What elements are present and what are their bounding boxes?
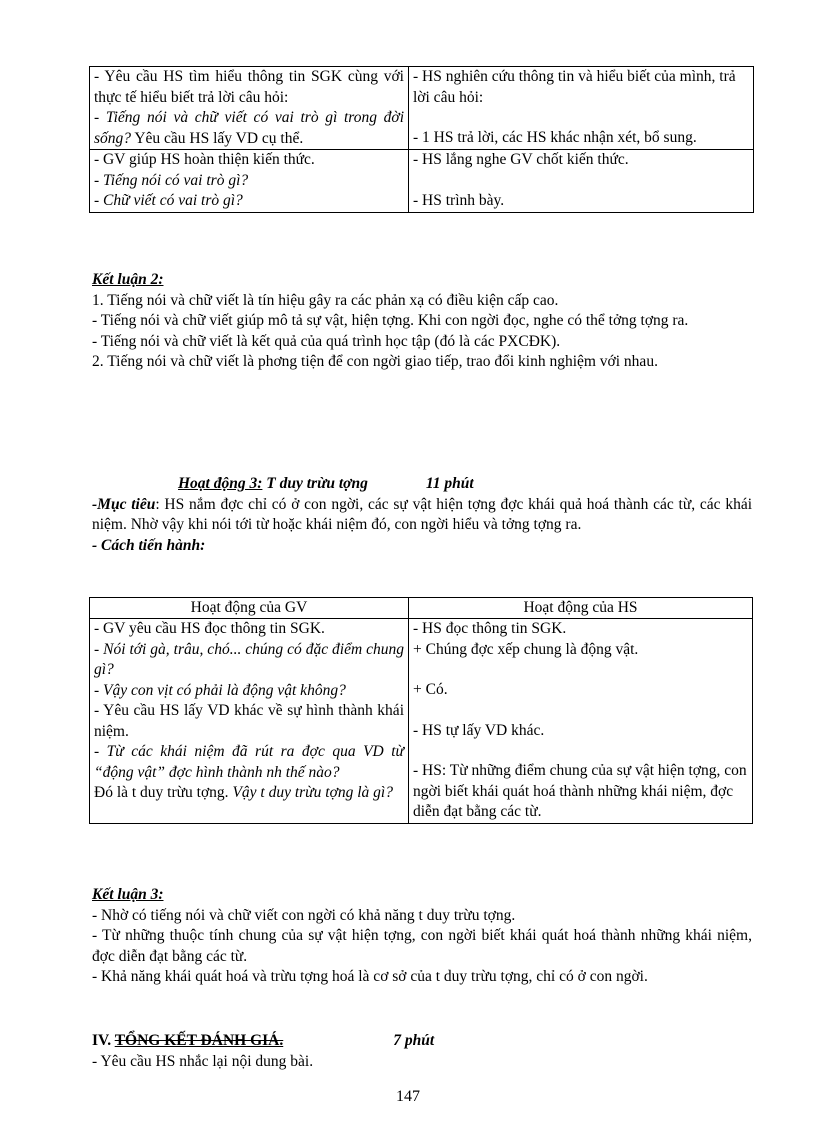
- header-teacher: Hoạt động của GV: [90, 598, 409, 619]
- table-row: [90, 67, 754, 150]
- cell-line: - HS: Từ những điểm chung của sự vật hiện tợng, con ngời biết khái quát hoá thành những khái niệm, đợc diễn đạt bằng các từ.: [413, 762, 747, 820]
- activity-title: Hoạt động 3:: [178, 475, 263, 492]
- conclusion-heading: Kết luận 2:: [92, 271, 164, 288]
- conclusion-line: - Từ những thuộc tính chung của sự vật hiện tợng, con ngời biết khái quát hoá thành những khái niệm, đợc diễn đạt bằng các từ.: [92, 927, 752, 965]
- cell-line: - HS lắng nghe GV chốt kiến thức.: [413, 151, 629, 168]
- activity-title-line: [92, 474, 752, 495]
- conclusion-2: [92, 270, 752, 373]
- teacher-cell: [90, 619, 409, 824]
- cell-line: [94, 783, 404, 804]
- cell-line: - GV yêu cầu HS đọc thông tin SGK.: [94, 620, 325, 637]
- conclusion-line: - Khả năng khái quát hoá và trừu tợng hoá là cơ sở của t duy trừu tợng, chỉ có ở con ngời.: [92, 968, 648, 985]
- cell-line: - HS tự lấy VD khác.: [413, 721, 545, 739]
- activity-table-2: [89, 597, 753, 824]
- conclusion-3: [92, 885, 752, 988]
- statement-text: Đó là t duy trừu tợng.: [94, 784, 229, 801]
- cell-spacer: [413, 171, 749, 191]
- student-cell: [409, 150, 754, 213]
- table-row: [90, 619, 753, 824]
- summary-line: - Yêu cầu HS nhắc lại nội dung bài.: [92, 1052, 314, 1070]
- summary-duration: 7 phút: [393, 1032, 435, 1049]
- conclusion-line: - Nhờ có tiếng nói và chữ viết con ngời có khả năng t duy trừu tợng.: [92, 906, 516, 924]
- objective-label: -Mục tiêu: [92, 495, 156, 513]
- page-number: 147: [396, 1088, 420, 1105]
- method-label: - Cách tiến hành:: [92, 536, 206, 554]
- conclusion-line: - Tiếng nói và chữ viết giúp mô tả sự vật, hiện tợng. Khi con ngời đọc, nghe có thể tởng tợng ra.: [92, 312, 689, 329]
- conclusion-heading: Kết luận 3:: [92, 886, 164, 903]
- cell-spacer: [413, 741, 748, 761]
- conclusion-line: - Tiếng nói và chữ viết là kết quả của quá trình học tập (đó là các PXCĐK).: [92, 332, 561, 350]
- summary-title: TỔNG KẾT ĐÁNH GIÁ.: [114, 1032, 284, 1049]
- cell-line: - HS nghiên cứu thông tin và hiểu biết của mình, trả lời câu hỏi:: [413, 68, 736, 106]
- cell-spacer: [413, 701, 748, 721]
- cell-line: - GV giúp HS hoàn thiện kiến thức.: [94, 151, 315, 168]
- teacher-cell: [90, 150, 409, 213]
- objective-paragraph: [92, 495, 752, 536]
- summary-title-line: [92, 1031, 752, 1052]
- cell-line: - Tiếng nói có vai trò gì?: [94, 171, 249, 189]
- cell-spacer: [413, 108, 749, 128]
- cell-line: - Chữ viết có vai trò gì?: [94, 192, 243, 209]
- activity-duration: 11 phút: [425, 475, 474, 492]
- cell-line: - Yêu cầu HS tìm hiểu thông tin SGK cùng với thực tế hiểu biết trả lời câu hỏi:: [94, 68, 404, 106]
- table-header-row: [90, 598, 753, 619]
- cell-line: - Nói tới gà, trâu, chó... chúng có đặc điểm chung gì?: [94, 640, 404, 678]
- cell-line: - 1 HS trả lời, các HS khác nhận xét, bổ sung.: [413, 129, 697, 146]
- question-text: - Tiếng nói và chữ viết có vai trò gì trong đời sống?: [94, 109, 404, 147]
- conclusion-line: 2. Tiếng nói và chữ viết là phơng tiện để con ngời giao tiếp, trao đổi kinh nghiệm với nhau.: [92, 353, 658, 370]
- cell-line: + Chúng đợc xếp chung là động vật.: [413, 640, 639, 658]
- cell-line: [94, 108, 404, 149]
- question-text: Vậy t duy trừu tợng là gì?: [228, 784, 393, 801]
- cell-line: - HS đọc thông tin SGK.: [413, 620, 567, 637]
- cell-spacer: [413, 660, 748, 680]
- student-cell: [409, 67, 754, 150]
- activity-subtitle: T duy trừu tợng: [262, 475, 368, 492]
- student-cell: [409, 619, 753, 824]
- cell-line: - HS trình bày.: [413, 191, 505, 209]
- instruction-text: Yêu cầu HS lấy VD cụ thể.: [131, 129, 304, 147]
- cell-line: - Vậy con vịt có phải là động vật không?: [94, 681, 346, 699]
- activity-3-section: [92, 474, 752, 556]
- objective-text: : HS nắm đợc chỉ có ở con ngời, các sự vật hiện tợng đợc khái quả hoá thành các từ, các khái niệm. Nhờ vậy khi nói tới từ hoặc khái niệm đó, con ngời hiểu và tởng tợng ra.: [92, 495, 752, 533]
- teacher-cell: [90, 67, 409, 150]
- summary-numeral: IV.: [92, 1032, 115, 1049]
- cell-line: - Yêu cầu HS lấy VD khác về sự hình thành khái niệm.: [94, 702, 404, 740]
- cell-line: + Có.: [413, 681, 448, 698]
- activity-table-1: [89, 66, 754, 213]
- conclusion-line: 1. Tiếng nói và chữ viết là tín hiệu gây ra các phản xạ có điều kiện cấp cao.: [92, 291, 559, 309]
- header-student: Hoạt động của HS: [409, 598, 753, 619]
- summary-section: [92, 1031, 752, 1072]
- cell-line: - Từ các khái niệm đã rút ra đợc qua VD từ “động vật” đợc hình thành nh thế nào?: [94, 743, 404, 781]
- table-row: [90, 150, 754, 213]
